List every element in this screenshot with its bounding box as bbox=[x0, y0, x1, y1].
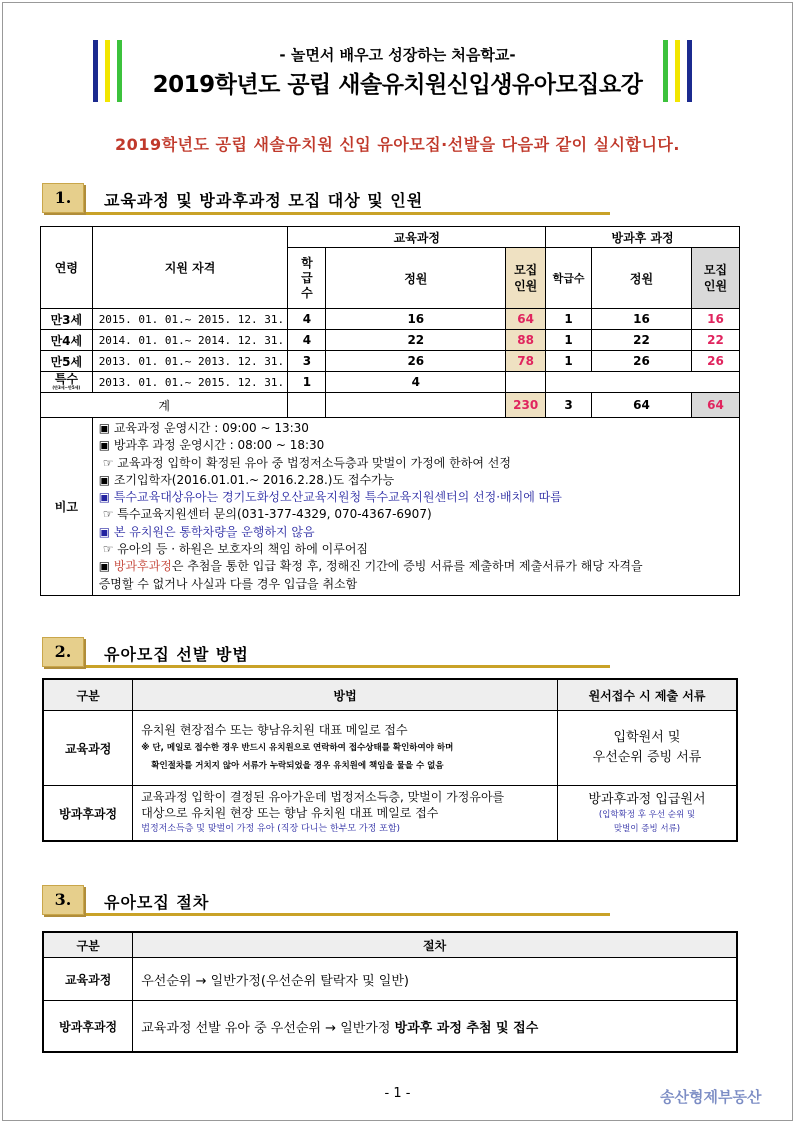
row-after-classes: 1 bbox=[546, 309, 592, 330]
row-after-recruit: 16 bbox=[691, 309, 739, 330]
row-edu-capacity: 26 bbox=[326, 351, 506, 372]
after-category: 방과후과정 bbox=[43, 1001, 133, 1053]
page-number: - 1 - bbox=[384, 1086, 411, 1101]
header-after-classes: 학급수 bbox=[546, 248, 592, 309]
table-row bbox=[41, 330, 740, 351]
section2-title: 유아모집 선발 방법 bbox=[104, 645, 249, 664]
remark-line: ☞ 교육과정 입학이 확정된 유아 중 법정저소득층과 맞벌이 가정에 한하여 선정 bbox=[102, 455, 511, 470]
selection-method-table bbox=[42, 678, 738, 842]
after-documents: 방과후과정 입급원서 (입학확정 후 우선 순위 및 맞벌이 증빙 서류) bbox=[558, 786, 737, 842]
header-category: 구분 bbox=[43, 932, 133, 958]
header-qualification: 지원 자격 bbox=[92, 227, 288, 309]
row-edu-classes: 4 bbox=[288, 309, 326, 330]
row-edu-capacity: 22 bbox=[326, 330, 506, 351]
row-qualification: 2015. 01. 01.~ 2015. 12. 31. bbox=[92, 309, 288, 330]
edu-documents: 입학원서 및 우선순위 증빙 서류 bbox=[558, 711, 737, 786]
row-edu-classes: 3 bbox=[288, 351, 326, 372]
section3-title: 유아모집 절차 bbox=[104, 893, 210, 912]
header-edu-classes: 학급수 bbox=[288, 248, 326, 309]
row-edu-classes: 1 bbox=[288, 372, 326, 393]
doc-title: 2019학년도 공립 새솔유치원신입생유아모집요강 bbox=[152, 72, 643, 98]
remark-line: ▣ 방과후과정은 추첨을 통한 입급 확정 후, 정해진 기간에 증빙 서류를 제출하며 제출서류가 해당 자격을 bbox=[98, 559, 643, 574]
table-row bbox=[41, 351, 740, 372]
table-row bbox=[41, 309, 740, 330]
header-after-recruit: 모집인원 bbox=[691, 248, 739, 309]
total-row bbox=[41, 393, 740, 418]
total-edu-classes bbox=[288, 393, 326, 418]
remark-line: ☞ 유아의 등 · 하원은 보호자의 책임 하에 이루어짐 bbox=[102, 542, 369, 557]
header-edu-capacity: 정원 bbox=[326, 248, 506, 309]
section2-number: 2. bbox=[42, 637, 84, 667]
after-method: 교육과정 입학이 결정된 유아가운데 법정저소득층, 맞벌이 가정유아를 대상으로 유치원 현장 또는 향남 유치원 대표 메일로 접수 법정저소득층 및 맞벌이 가정 유아 (직장 다니는 한부모 가정 포함) bbox=[133, 786, 558, 842]
header-edu: 교육과정 bbox=[288, 227, 546, 248]
section3-underline bbox=[86, 913, 610, 916]
edu-method: 유치원 현장접수 또는 향남유치원 대표 메일로 접수 ※ 단, 메일로 접수한 경우 반드시 유치원으로 연락하여 접수상태를 확인하여야 하며 확인절차를 거치지 않아 서류가 누락되었을 경우 유치원에 책임을 물을 수 없음 bbox=[133, 711, 558, 786]
header-after-capacity: 정원 bbox=[592, 248, 692, 309]
watermark: 송산형제부동산 bbox=[660, 1088, 762, 1106]
header-after: 방과후 과정 bbox=[546, 227, 740, 248]
row-age: 특수 (만3세~만5세) bbox=[41, 372, 93, 393]
header-procedure: 절차 bbox=[133, 932, 737, 958]
section1-underline bbox=[86, 212, 610, 215]
remark-line: ▣ 특수교육대상유아는 경기도화성오산교육지원청 특수교육지원센터의 선정·배치에 따름 bbox=[98, 490, 562, 505]
intro-text: 2019학년도 공립 새솔유치원 신입 유아모집·선발을 다음과 같이 실시합니다. bbox=[115, 135, 680, 154]
row-age: 만4세 bbox=[41, 330, 93, 351]
header-age: 연령 bbox=[41, 227, 93, 309]
row-after-classes: 1 bbox=[546, 330, 592, 351]
section1-title: 교육과정 및 방과후과정 모집 대상 및 인원 bbox=[104, 191, 424, 210]
table-row bbox=[41, 372, 740, 393]
row-qualification: 2013. 01. 01.~ 2013. 12. 31. bbox=[92, 351, 288, 372]
row-age: 만3세 bbox=[41, 309, 93, 330]
edu-category: 교육과정 bbox=[43, 958, 133, 1001]
remark-line: ▣ 조기입학자(2016.01.01.~ 2016.2.28.)도 접수가능 bbox=[98, 472, 395, 487]
total-edu-recruit: 230 bbox=[506, 393, 546, 418]
doc-subtitle: - 놀면서 배우고 성장하는 처음학교- bbox=[279, 46, 516, 64]
section2-underline bbox=[86, 665, 610, 668]
edu-procedure: 우선순위 → 일반가정(우선순위 탈락자 및 일반) bbox=[133, 958, 737, 1001]
row-after-capacity: 22 bbox=[592, 330, 692, 351]
remark-line: 증명할 수 없거나 사실과 다를 경우 입급을 취소함 bbox=[98, 576, 358, 591]
row-qualification: 2014. 01. 01.~ 2014. 12. 31. bbox=[92, 330, 288, 351]
procedure-table bbox=[42, 931, 738, 1053]
remark-line: ☞ 특수교육지원센터 문의(031-377-4329, 070-4367-6907) bbox=[102, 507, 432, 522]
row-edu-recruit: 64 bbox=[506, 309, 546, 330]
row-after-recruit: 26 bbox=[691, 351, 739, 372]
remarks-cell bbox=[92, 418, 739, 596]
remark-line: ▣ 교육과정 운영시간 : 09:00 ~ 13:30 bbox=[98, 421, 309, 435]
remarks-label: 비고 bbox=[41, 418, 93, 596]
header-method: 방법 bbox=[133, 679, 558, 711]
header-category: 구분 bbox=[43, 679, 133, 711]
total-after-classes: 3 bbox=[546, 393, 592, 418]
row-edu-recruit: 88 bbox=[506, 330, 546, 351]
section3-number: 3. bbox=[42, 885, 84, 915]
header-documents: 원서접수 시 제출 서류 bbox=[558, 679, 737, 711]
row-after-capacity: 16 bbox=[592, 309, 692, 330]
row-edu-recruit bbox=[506, 372, 546, 393]
row-after-capacity: 26 bbox=[592, 351, 692, 372]
total-after-capacity: 64 bbox=[592, 393, 692, 418]
row-edu-classes: 4 bbox=[288, 330, 326, 351]
after-procedure: 교육과정 선발 유아 중 우선순위 → 일반가정 방과후 과정 추첨 및 접수 bbox=[133, 1001, 737, 1053]
row-edu-capacity: 4 bbox=[326, 372, 506, 393]
row-after-classes: 1 bbox=[546, 351, 592, 372]
header-edu-recruit: 모집인원 bbox=[506, 248, 546, 309]
total-edu-capacity bbox=[326, 393, 506, 418]
section1-number: 1. bbox=[42, 183, 84, 213]
row-after-recruit: 22 bbox=[691, 330, 739, 351]
row-edu-capacity: 16 bbox=[326, 309, 506, 330]
row-qualification: 2013. 01. 01.~ 2015. 12. 31. bbox=[92, 372, 288, 393]
after-category: 방과후과정 bbox=[43, 786, 133, 842]
total-label: 계 bbox=[41, 393, 288, 418]
row-age: 만5세 bbox=[41, 351, 93, 372]
recruitment-table bbox=[40, 226, 740, 596]
remark-line: ▣ 방과후 과정 운영시간 : 08:00 ~ 18:30 bbox=[98, 438, 325, 453]
remark-line: ▣ 본 유치원은 통학차량을 운행하지 않음 bbox=[98, 524, 315, 539]
edu-category: 교육과정 bbox=[43, 711, 133, 786]
row-after-empty bbox=[546, 372, 740, 393]
total-after-recruit: 64 bbox=[691, 393, 739, 418]
row-edu-recruit: 78 bbox=[506, 351, 546, 372]
